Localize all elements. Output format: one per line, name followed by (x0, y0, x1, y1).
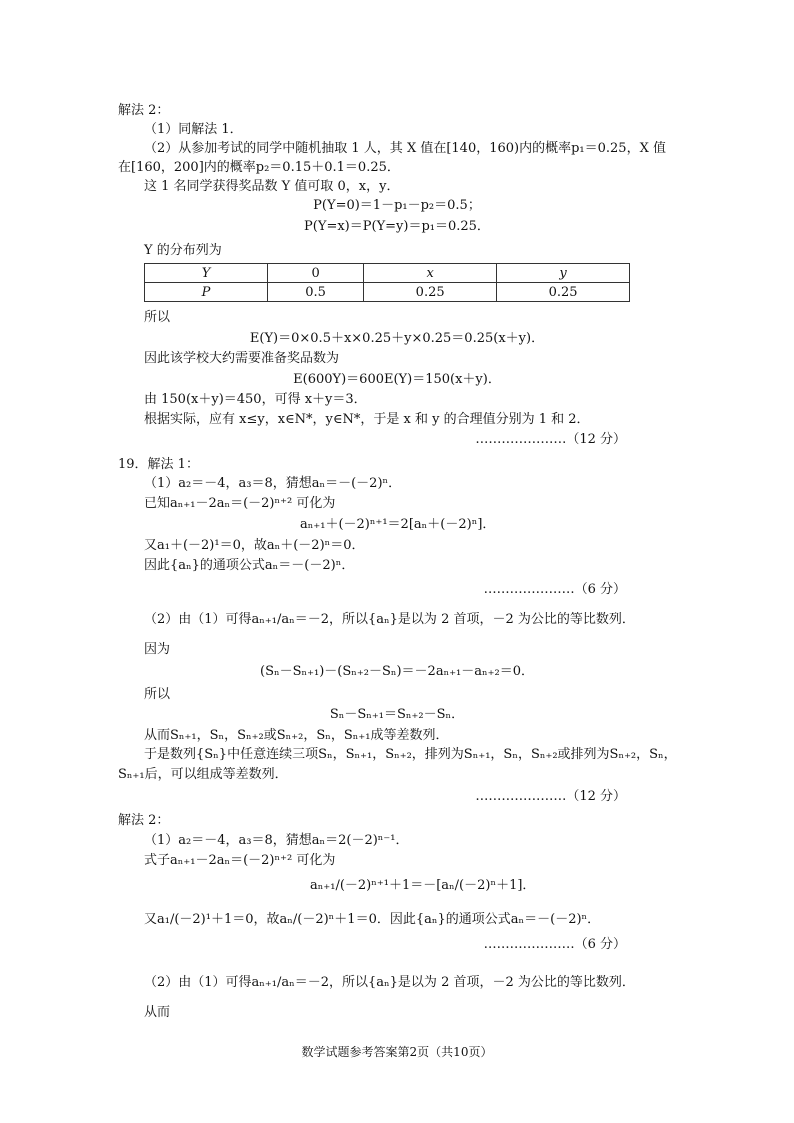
score-marker: …………………（12 分） (475, 789, 626, 804)
p19b-equation-1: aₙ₊₁/(－2)ⁿ⁺¹＋1＝－[aₙ/(－2)ⁿ＋1]． (310, 878, 536, 893)
score-marker: …………………（6 分） (483, 582, 626, 597)
p19-step-2d: 所以 (144, 687, 171, 702)
distribution-table (144, 263, 630, 302)
table-cell: 0 (268, 264, 364, 283)
solution-step-6: 根据实际，应有 x≤y，x∈N*，y∈N*，于是 x 和 y 的合理值分别为 1 和 2． (144, 412, 590, 427)
solution-heading: 解法 2： (118, 103, 170, 118)
p19-step-2f: 从而Sₙ₊₁，Sₙ，Sₙ₊₂或Sₙ₊₂，Sₙ，Sₙ₊₁成等差数列． (144, 728, 449, 743)
p19-step-2g: 于是数列{Sₙ}中任意连续三项Sₙ，Sₙ₊₁，Sₙ₊₂，排列为Sₙ₊₁，Sₙ，Sₙ₊₂或排列为Sₙ₊₂，Sₙ， (144, 747, 677, 762)
table-cell: 0.5 (268, 283, 364, 302)
score-marker: …………………（12 分） (475, 432, 626, 447)
p19-step-1b: 已知aₙ₊₁－2aₙ＝(－2)ⁿ⁺² 可化为 (144, 496, 336, 511)
p19-equation-3: Sₙ－Sₙ₊₁＝Sₙ₊₂－Sₙ． (329, 707, 465, 722)
solution-step-3: 这 1 名同学获得奖品数 Y 值可取 0，x，y． (144, 179, 400, 194)
p19-step-1e: 因此{aₙ}的通项公式aₙ＝－(－2)ⁿ． (144, 558, 355, 573)
p19b-step-1b: 式子aₙ₊₁－2aₙ＝(－2)ⁿ⁺² 可化为 (144, 853, 336, 868)
p19-step-2b: 因为 (144, 642, 171, 657)
solution-step-2-line-1: （2）从参加考试的同学中随机抽取 1 人，其 X 值在[140，160)内的概率p₁＝0.25，X 值 (144, 141, 666, 156)
table-cell: x (364, 264, 497, 283)
table-row (145, 264, 630, 283)
solution-step-1: （1）同解法 1． (144, 122, 243, 137)
equation-p-y-x: P(Y=x)＝P(Y=y)＝p₁＝0.25． (304, 219, 490, 234)
table-row (145, 283, 630, 302)
equation-p-y-zero: P(Y=0)＝1－p₁－p₂＝0.5； (313, 198, 481, 213)
text-suoyi: 所以 (144, 310, 171, 325)
solution-step-5: 由 150(x＋y)＝450，可得 x＋y＝3． (144, 392, 367, 407)
equation-expectation: E(Y)＝0×0.5＋x×0.25＋y×0.25＝0.25(x＋y)． (249, 331, 545, 346)
table-cell: 0.25 (497, 283, 630, 302)
p19b-step-1a: （1）a₂＝－4，a₃＝8，猜想aₙ＝2(－2)ⁿ⁻¹． (144, 833, 409, 848)
page-footer: 数学试题参考答案第2页（共10页） (301, 1045, 493, 1059)
table-cell: Y (145, 264, 268, 283)
table-cell: 0.25 (364, 283, 497, 302)
solution-heading: 解法 2： (118, 813, 170, 828)
p19b-step-2b: 从而 (144, 1005, 171, 1020)
solution-step-2-line-2: 在[160，200]内的概率p₂＝0.15＋0.1＝0.25． (118, 160, 400, 175)
solution-step-4: 因此该学校大约需要准备奖品数为 (144, 351, 340, 366)
problem-19-heading: 19．解法 1： (118, 457, 199, 472)
score-marker: …………………（6 分） (483, 937, 626, 952)
p19-step-2h: Sₙ₊₁后，可以组成等差数列． (118, 767, 288, 782)
table-cell: y (497, 264, 630, 283)
p19-step-1d: 又a₁＋(－2)¹＝0，故aₙ＋(－2)ⁿ＝0． (144, 538, 365, 553)
p19b-step-2a: （2）由（1）可得aₙ₊₁/aₙ＝－2，所以{aₙ}是以为 2 首项，－2 为公比的等比数列． (144, 975, 635, 990)
distribution-intro: Y 的分布列为 (144, 243, 222, 258)
equation-600y: E(600Y)＝600E(Y)＝150(x＋y)． (293, 372, 501, 387)
p19-step-1a: （1）a₂＝－4，a₃＝8，猜想aₙ＝－(－2)ⁿ． (144, 476, 402, 491)
table-cell: P (145, 283, 268, 302)
p19-equation-2: (Sₙ－Sₙ₊₁)－(Sₙ₊₂－Sₙ)＝－2aₙ₊₁－aₙ₊₂＝0． (260, 664, 534, 679)
p19b-step-1d: 又a₁/(－2)¹＋1＝0，故aₙ/(－2)ⁿ＋1＝0．因此{aₙ}的通项公式aₙ＝－(－2)ⁿ． (144, 912, 601, 927)
p19-step-2a: （2）由（1）可得aₙ₊₁/aₙ＝－2，所以{aₙ}是以为 2 首项，－2 为公比的等比数列． (144, 612, 635, 627)
p19-equation-1: aₙ₊₁＋(－2)ⁿ⁺¹＝2[aₙ＋(－2)ⁿ]． (300, 517, 496, 532)
